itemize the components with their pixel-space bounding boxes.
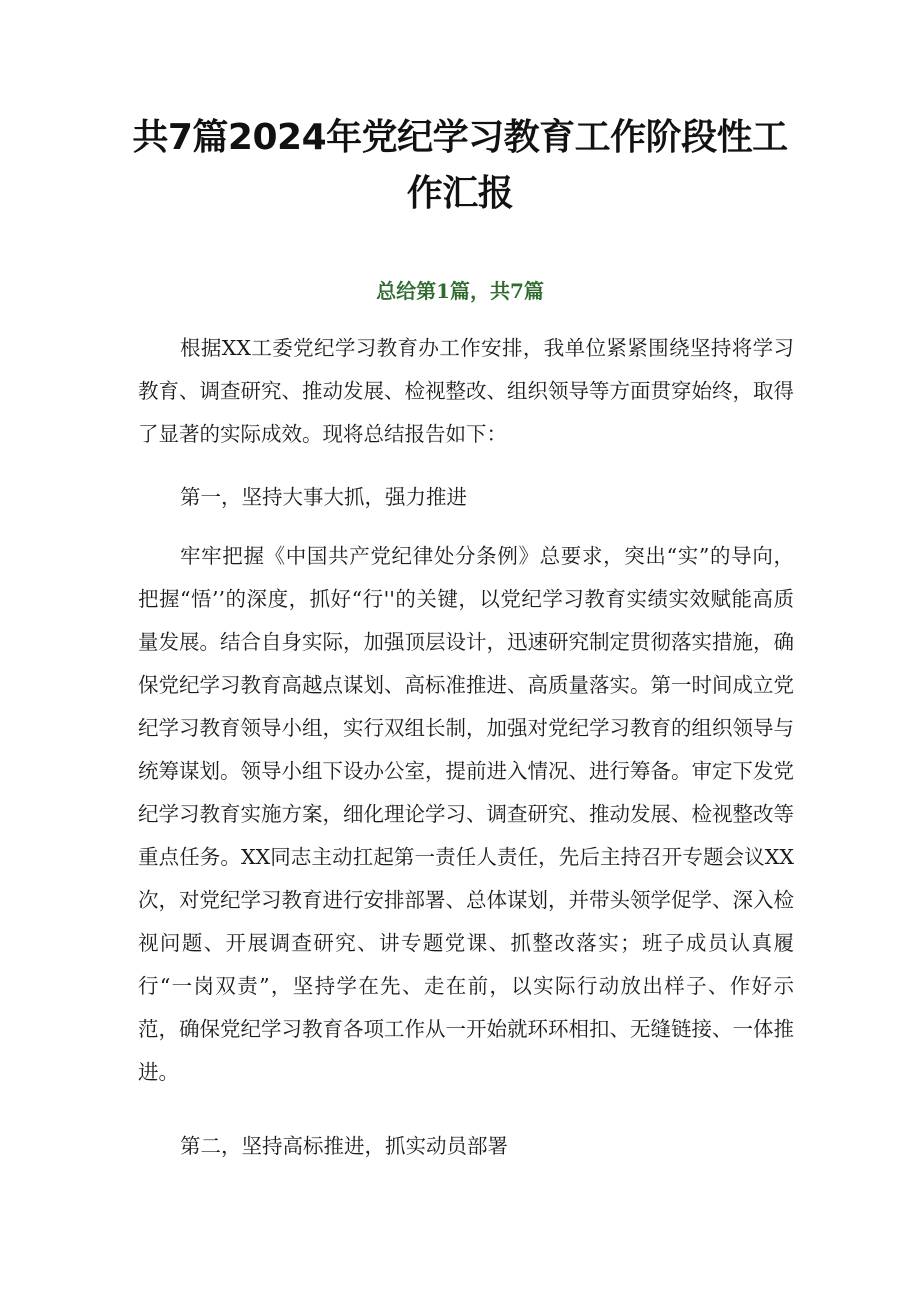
section-heading-1: 第一，坚持大事大抓，强力推进 [180,485,467,509]
document-subtitle: 总给第1篇，共7篇 [376,279,544,303]
section-heading-2: 第二，坚持高标推进，抓实动员部署 [180,1134,508,1158]
document-title: 共7篇2024年党纪学习教育工作阶段性工作汇报 [132,117,788,214]
section-1-paragraph: 牢牢把握《中国共产党纪律处分条例》总要求，突出“实”的导向，把握“悟’’的深度，抓好“行''的关键，以党纪学习教育实绩实效赋能高质量发展。结合自身实际，加强顶层设计，迅速研究制定贯彻落实措施，确保党纪学习教育高越点谋划、高标准推进、高质量落实。第一时间成立党纪学习教育领导小组，实行双组长制，加强对党纪学习教育的组织领导与统筹谋划。领导小组下设办公室，提前进入情况、进行筹备。审定下发党纪学习教育实施方案，细化理论学习、调查研究、推动发展、检视整改等重点任务。XX同志主动扛起第一责任人责任，先后主持召开专题会议XX次，对党纪学习教育进行安排部署、总体谋划，并带头领学促学、深入检视问题、开展调查研究、讲专题党课、抓整改落实；班子成员认真履行“一岗双责”，坚持学在先、走在前，以实际行动放出样子、作好示范，确保党纪学习教育各项工作从一开始就环环相扣、无缝链接、一体推进。 [138,544,794,1084]
intro-paragraph: 根据XX工委党纪学习教育办工作安排，我单位紧紧围绕坚持将学习教育、调查研究、推动发展、检视整改、组织领导等方面贯穿始终，取得了显著的实际成效。现将总结报告如下： [138,336,794,446]
